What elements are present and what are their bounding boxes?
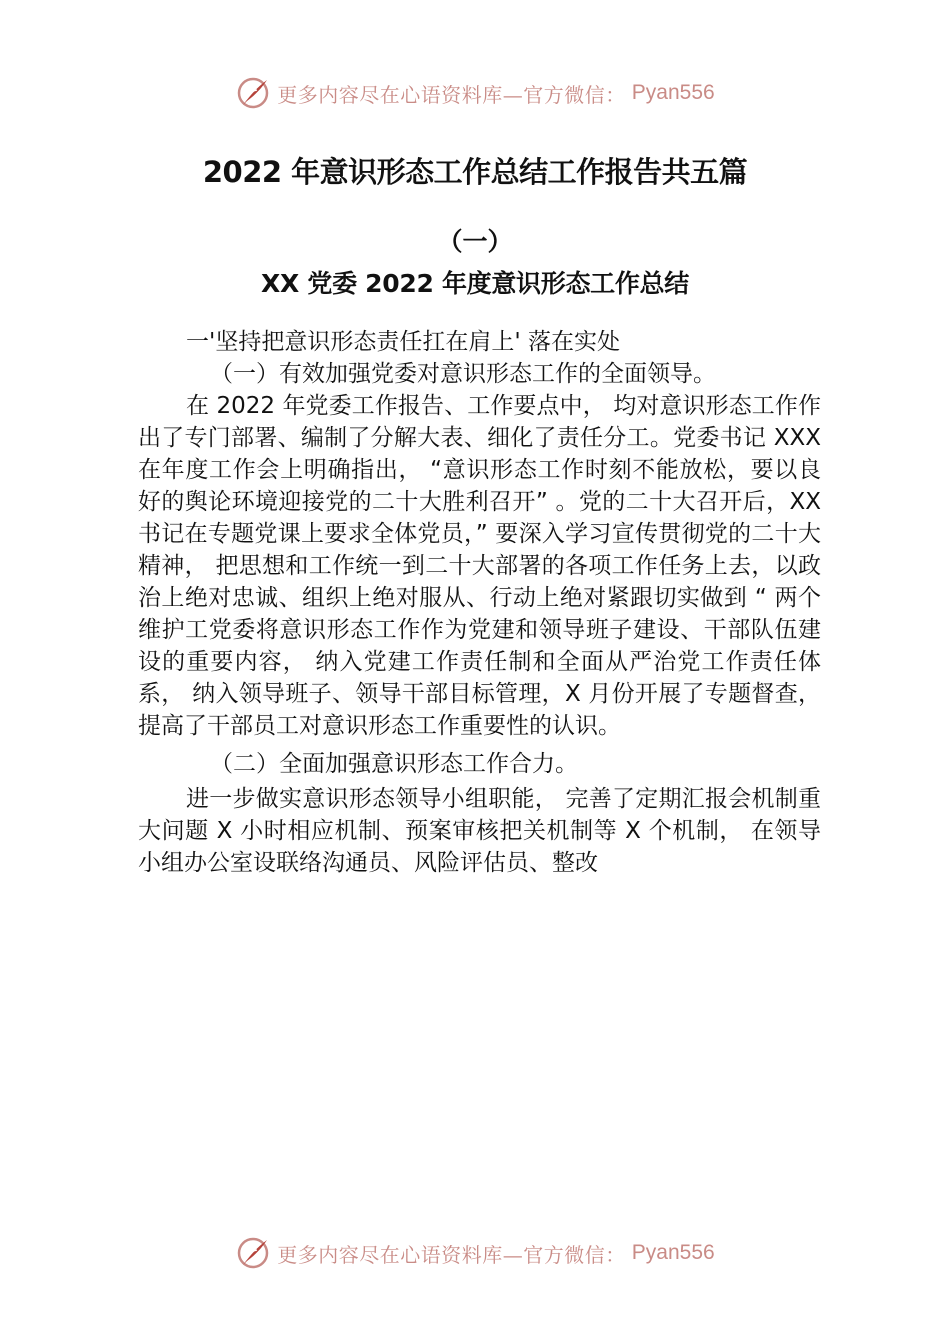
document-body (138, 326, 821, 879)
watermark-text: 更多内容尽在心语资料库—官方微信： (277, 82, 626, 107)
paragraph-1: 在 2022 年党委工作报告、工作要点中， 均对意识形态工作作出了专门部署、编制了分解大表、细化了责任分工。党委书记 XXX 在年度工作会上明确指出， “意识形态工作时刻不能放松，要以良好的舆论环境迎接党的二十大胜利召开” 。党的二十大召开后，XX 书记在专题党课上要求全体党员，” 要深入学习宣传贯彻党的二十大精神， 把思想和工作统一到二十大部署的各项工作任务上去，以政治上绝对忠诚、组织上绝对服从、行动上绝对紧跟切实做到 “ 两个维护工党委将意识形态工作作为党建和领导班子建设、干部队伍建设的重要内容， 纳入党建工作责任制和全面从严治党工作责任体系， 纳入领导班子、领导干部目标管理，X 月份开展了专题督查，提高了干部员工对意识形态工作重要性的认识。 (138, 393, 821, 739)
watermark-wechat-id: Pyan556 (631, 81, 715, 104)
watermark-footer (0, 1233, 950, 1273)
watermark-text: 更多内容尽在心语资料库—官方微信： (277, 1242, 626, 1267)
paragraph-2: 进一步做实意识形态领导小组职能， 完善了定期汇报会机制重大问题 X 小时相应机制、预案审核把关机制等 X 个机制， 在领导小组办公室设联络沟通员、风险评估员、整改 (138, 786, 821, 876)
quill-logo-icon (235, 1235, 271, 1271)
quill-logo-icon (235, 75, 271, 111)
heading-1-2: （二）全面加强意识形态工作合力。 (210, 751, 578, 777)
section-number: （一） (437, 227, 513, 256)
heading-1-1: （一）有效加强党委对意识形态工作的全面领导。 (210, 361, 716, 387)
watermark-wechat-id: Pyan556 (631, 1241, 715, 1264)
document-title: 2022 年意识形态工作总结工作报告共五篇 (202, 155, 748, 189)
watermark-header (0, 73, 950, 113)
heading-1: 一'坚持把意识形态责任扛在肩上' 落在实处 (186, 329, 620, 355)
document-subtitle: XX 党委 2022 年度意识形态工作总结 (261, 269, 689, 298)
